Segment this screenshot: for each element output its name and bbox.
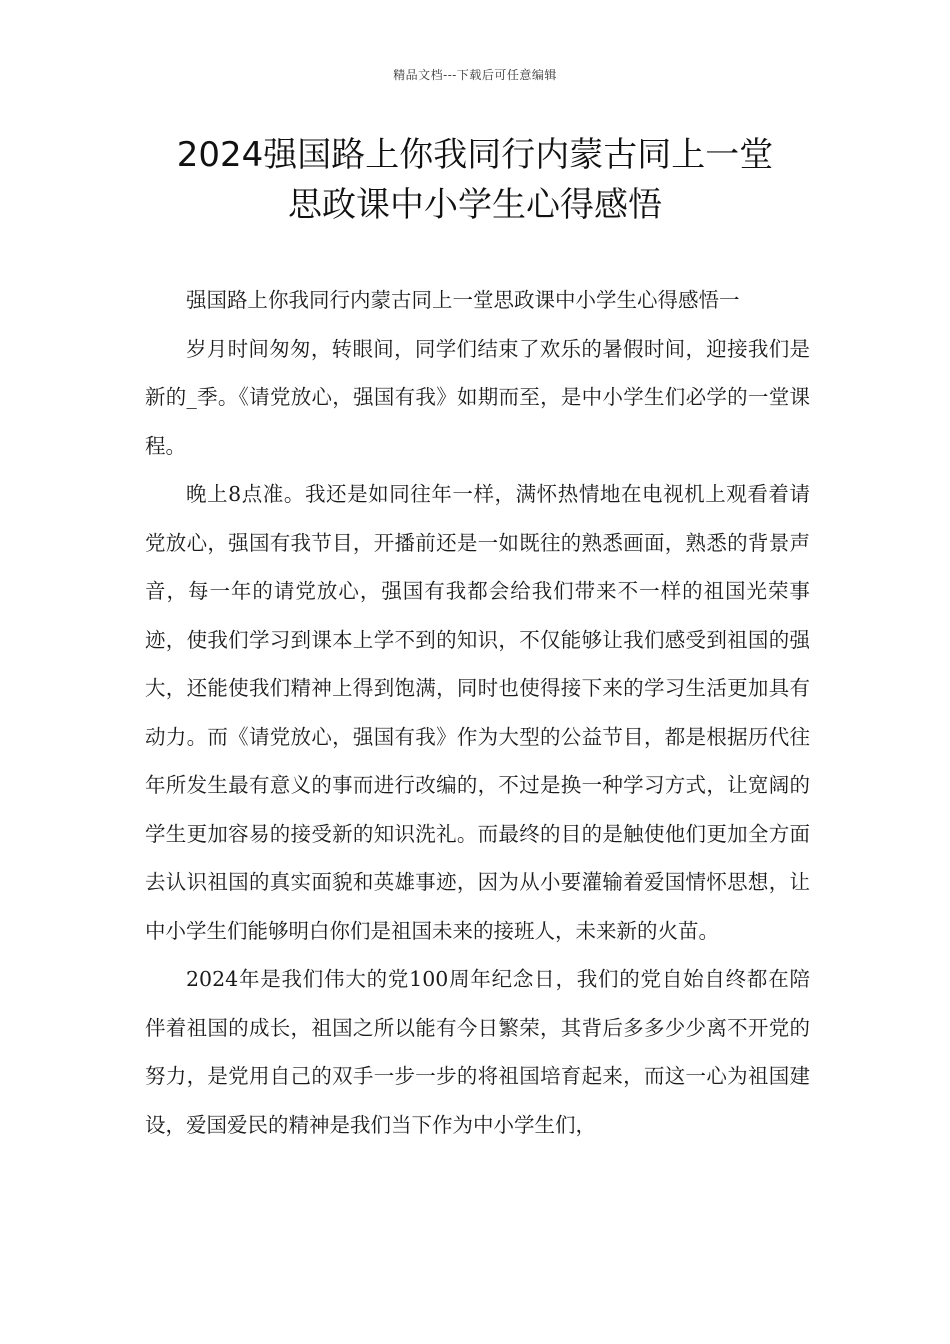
header-note: 精品文档---下载后可任意编辑 [393, 68, 557, 82]
document-title [90, 130, 860, 230]
paragraph: 岁月时间匆匆，转眼间，同学们结束了欢乐的暑假时间，迎接我们是新的_季。《请党放心，强国有我》如期而至，是中小学生们必学的一堂课程。 [145, 336, 810, 458]
paragraph: 2024年是我们伟大的党100周年纪念日，我们的党自始自终都在陪伴着祖国的成长，祖国之所以能有今日繁荣，其背后多多少少离不开党的努力，是党用自己的双手一步一步的将祖国培育起来，而这一心为祖国建设，爱国爱民的精神是我们当下作为中小学生们， [145, 967, 810, 1137]
paragraph: 强国路上你我同行内蒙古同上一堂思政课中小学生心得感悟一 [186, 288, 740, 312]
title-line-1: 2024强国路上你我同行内蒙古同上一堂 [176, 135, 774, 175]
paragraph: 晚上8点准。我还是如同往年一样，满怀热情地在电视机上观看着请党放心，强国有我节目，开播前还是一如既往的熟悉画面，熟悉的背景声音，每一年的请党放心，强国有我都会给我们带来不一样的祖国光荣事迹，使我们学习到课本上学不到的知识，不仅能够让我们感受到祖国的强大，还能使我们精神上得到饱满，同时也使得接下来的学习生活更加具有动力。而《请党放心，强国有我》作为大型的公益节目，都是根据历代往年所发生最有意义的事而进行改编的，不过是换一种学习方式，让宽阔的学生更加容易的接受新的知识洗礼。而最终的目的是触使他们更加全方面去认识祖国的真实面貌和英雄事迹，因为从小要灌输着爱国情怀思想，让中小学生们能够明白你们是祖国未来的接班人，未来新的火苗。 [145, 482, 810, 943]
document-body [145, 276, 810, 1149]
title-line-2: 思政课中小学生心得感悟 [288, 185, 662, 225]
